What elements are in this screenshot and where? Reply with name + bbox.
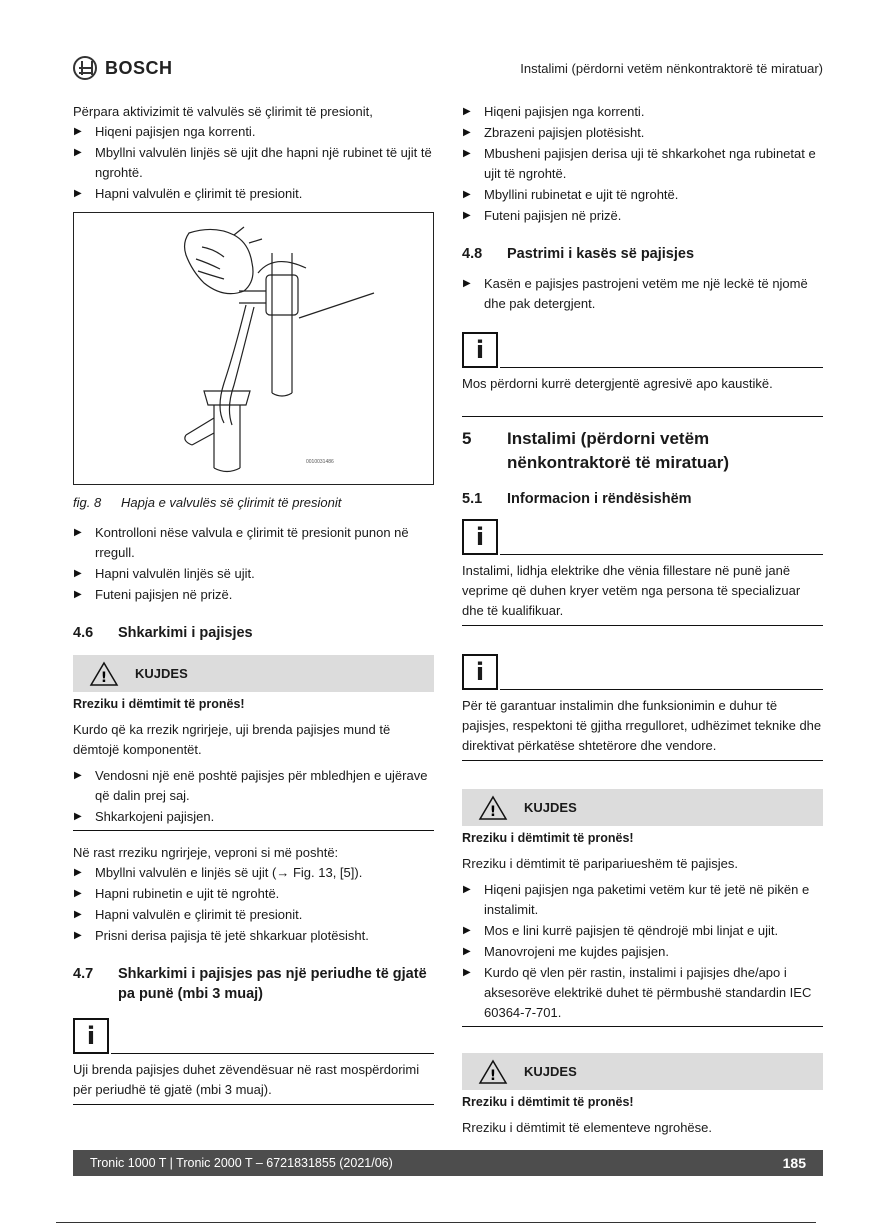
info-header bbox=[73, 1018, 434, 1054]
divider bbox=[111, 1053, 434, 1054]
section-title: Shkarkimi i pajisjes pas një periudhe të gjatë pa punë (mbi 3 muaj) bbox=[118, 966, 427, 1002]
page-footer bbox=[73, 1150, 823, 1176]
steps-list-1 bbox=[73, 122, 434, 204]
section-number: 4.6 bbox=[73, 625, 94, 641]
caution-text: Rreziku i dëmtimit të elementeve ngrohëse. bbox=[462, 1120, 713, 1135]
chapter-heading-5 bbox=[462, 427, 823, 475]
list-item: ▶ Mbyllni valvulën e linjës së ujit (→ Fig. 13, [5]). bbox=[73, 863, 434, 883]
figure-caption-text: Hapja e valvulës së çlirimit të presionit bbox=[121, 495, 342, 510]
divider bbox=[500, 554, 823, 555]
caution-label: KUJDES bbox=[135, 665, 188, 681]
info-text: Instalimi, lidhja elektrike dhe vënia fillestare në punë janë veprime që duhen kryer vetëm nga persona të specializuar dhe të kualifikuar. bbox=[462, 561, 823, 626]
right-column bbox=[462, 102, 823, 1138]
list-item: ▶ Mbusheni pajisjen derisa uji të shkarkohet nga rubinetat e ujit të ngrohtë. bbox=[462, 144, 823, 184]
section-title: Informacion i rëndësishëm bbox=[507, 491, 692, 507]
intro-text: Përpara aktivizimit të valvulës së çlirimit të presionit, bbox=[73, 104, 373, 119]
warning-triangle-icon bbox=[462, 1059, 524, 1085]
list-item: ▶ Zbrazeni pajisjen plotësisht. bbox=[462, 123, 823, 143]
steps-list-2 bbox=[462, 274, 823, 314]
list-item: ▶ Hapni valvulën e çlirimit të presionit. bbox=[73, 905, 434, 925]
section-title: Pastrimi i kasës së pajisjes bbox=[507, 246, 695, 262]
list-item: ▶ Prisni derisa pajisja të jetë shkarkuar plotësisht. bbox=[73, 926, 434, 946]
list-item: ▶ Kasën e pajisjes pastrojeni vetëm me një leckë të njomë dhe pak detergjent. bbox=[462, 274, 823, 314]
list-item: ▶ Mbyllini rubinetat e ujit të ngrohtë. bbox=[462, 185, 823, 205]
figure-code: 0010031486 bbox=[306, 459, 334, 465]
list-item: ▶ Hapni valvulën e çlirimit të presionit. bbox=[73, 184, 434, 204]
list-item: ▶ Mos e lini kurrë pajisjen të qëndrojë mbi linjat e ujit. bbox=[462, 921, 823, 941]
steps-list-2 bbox=[73, 523, 434, 605]
left-column bbox=[73, 102, 434, 1105]
caution-header bbox=[462, 789, 823, 826]
document-reference: Tronic 1000 T | Tronic 2000 T – 6721831855 (2021/06) bbox=[90, 1156, 393, 1170]
list-item: ▶ Hapni valvulën linjës së ujit. bbox=[73, 564, 434, 584]
valve-illustration bbox=[74, 213, 433, 484]
steps-list-3 bbox=[73, 766, 434, 831]
warning-triangle-icon bbox=[73, 661, 135, 687]
section-heading-4-7 bbox=[73, 964, 434, 1004]
list-item: ▶ Kontrolloni nëse valvula e çlirimit të presionit punon në rregull. bbox=[73, 523, 434, 563]
warning-triangle-icon bbox=[462, 795, 524, 821]
caution-label: KUJDES bbox=[524, 1063, 577, 1079]
section-number: 4.8 bbox=[462, 246, 483, 262]
steps-list-1 bbox=[462, 102, 823, 226]
list-item: ▶ Futeni pajisjen në prizë. bbox=[73, 585, 434, 605]
info-header bbox=[462, 332, 823, 368]
info-text: Mos përdorni kurrë detergjentë agresivë apo kaustikë. bbox=[462, 376, 773, 391]
caution-text: Kurdo që ka rrezik ngrirjeje, uji brenda pajisjes mund të dëmtojë komponentët. bbox=[73, 722, 391, 757]
list-item: ▶ Vendosni një enë poshtë pajisjes për mbledhjen e ujërave që dalin prej saj. bbox=[73, 766, 434, 806]
list-item: ▶ Hiqeni pajisjen nga korrenti. bbox=[73, 122, 434, 142]
figure-pressure-valve bbox=[73, 212, 434, 485]
section-title: Shkarkimi i pajisjes bbox=[118, 625, 253, 641]
divider bbox=[500, 689, 823, 690]
caution-text: Rreziku i dëmtimit të paripariueshëm të pajisjes. bbox=[462, 856, 738, 871]
section-number: 4.7 bbox=[73, 966, 94, 982]
figure-number: fig. 8 bbox=[73, 495, 102, 510]
list-item: ▶ Kurdo që vlen për rastin, instalimi i pajisjes dhe/apo i aksesorëve elektrikë duhet të përmbushë standardin IEC 60364-7-701. bbox=[462, 963, 823, 1023]
section-heading-5-1 bbox=[462, 489, 823, 509]
steps-list-4 bbox=[73, 863, 434, 946]
info-header bbox=[462, 519, 823, 555]
page-number: 185 bbox=[782, 1155, 806, 1171]
chapter-title: Instalimi (përdorni vetëm nënkontraktorë të miratuar) bbox=[507, 429, 729, 472]
section-heading-4-8 bbox=[462, 244, 823, 264]
info-icon: i bbox=[462, 519, 498, 555]
chapter-number: 5 bbox=[462, 429, 472, 448]
svg-text:!: ! bbox=[489, 1067, 497, 1084]
list-item: ▶ Hiqeni pajisjen nga korrenti. bbox=[462, 102, 823, 122]
figure-caption bbox=[73, 493, 434, 513]
info-text: Për të garantuar instalimin dhe funksionimin e duhur të pajisjes, respektoni të gjitha rregulloret, udhëzimet teknike dhe direktivat përkatëse shtetërore dhe vendore. bbox=[462, 696, 823, 761]
list-item: ▶ Manovrojeni me kujdes pajisjen. bbox=[462, 942, 823, 962]
info-icon: i bbox=[462, 654, 498, 690]
steps-list-3 bbox=[462, 880, 823, 1027]
caution-subtitle: Rreziku i dëmtimit të pronës! bbox=[462, 831, 634, 845]
bosch-armature-icon bbox=[73, 56, 97, 80]
list-item: ▶ Hapni rubinetin e ujit të ngrohtë. bbox=[73, 884, 434, 904]
caution-label: KUJDES bbox=[524, 799, 577, 815]
list-item: ▶ Futeni pajisjen në prizë. bbox=[462, 206, 823, 226]
caution-subtitle: Rreziku i dëmtimit të pronës! bbox=[73, 697, 245, 711]
caution-subtitle: Rreziku i dëmtimit të pronës! bbox=[462, 1095, 634, 1109]
svg-text:!: ! bbox=[100, 669, 108, 686]
list-item: ▶ Shkarkojeni pajisjen. bbox=[73, 807, 434, 827]
list-item: ▶ Mbyllni valvulën linjës së ujit dhe hapni një rubinet të ujit të ngrohtë. bbox=[73, 143, 434, 183]
frost-intro: Në rast rreziku ngrirjeje, veproni si më poshtë: bbox=[73, 845, 339, 860]
caution-header bbox=[462, 1053, 823, 1090]
bosch-logo bbox=[73, 56, 173, 80]
brand-name: BOSCH bbox=[105, 57, 173, 78]
list-item: ▶ Hiqeni pajisjen nga paketimi vetëm kur të jetë në pikën e instalimit. bbox=[462, 880, 823, 920]
caution-header bbox=[73, 655, 434, 692]
info-icon: i bbox=[73, 1018, 109, 1054]
section-heading-4-6 bbox=[73, 623, 434, 643]
svg-text:!: ! bbox=[489, 803, 497, 820]
info-icon: i bbox=[462, 332, 498, 368]
section-number: 5.1 bbox=[462, 491, 483, 507]
section-separator bbox=[462, 416, 823, 417]
bottom-rule bbox=[56, 1222, 816, 1223]
divider bbox=[500, 367, 823, 368]
info-text: Uji brenda pajisjes duhet zëvendësuar në rast mospërdorimi për periudhë të gjatë (mbi 3 muaj). bbox=[73, 1060, 434, 1105]
page-header bbox=[73, 56, 823, 82]
info-header bbox=[462, 654, 823, 690]
header-title: Instalimi (përdorni vetëm nënkontraktorë të miratuar) bbox=[520, 61, 823, 76]
